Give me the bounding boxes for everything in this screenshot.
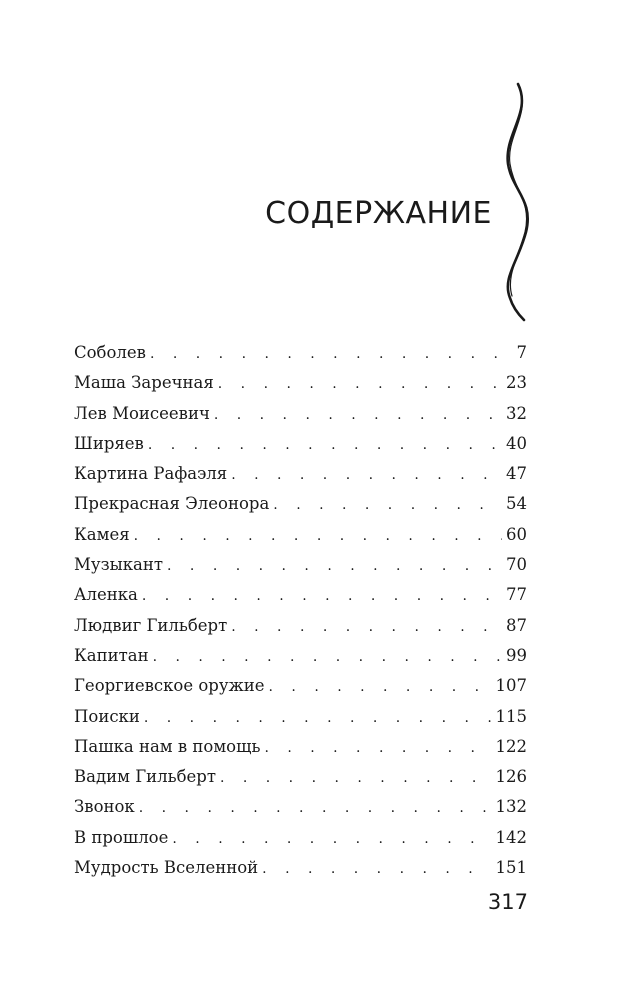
toc-entry-title: Лев Моисеевич — [74, 403, 210, 423]
toc-entry-title: Георгиевское оружие — [74, 676, 265, 696]
toc-entry[interactable] — [74, 399, 527, 429]
toc-entry-title: Картина Рафаэля — [74, 464, 228, 484]
toc-entry-page: 122 — [495, 736, 527, 756]
toc-entry-page: 107 — [495, 676, 527, 696]
toc-entry-title: Звонок — [74, 797, 135, 817]
toc-entry-page: 87 — [506, 615, 527, 635]
toc-entry[interactable] — [74, 792, 527, 822]
dot-leader — [139, 793, 492, 823]
toc-entry-title: Ширяев — [74, 433, 144, 453]
toc-entry[interactable] — [74, 762, 527, 792]
page-number: 317 — [487, 890, 528, 914]
wavy-line-ornament-icon — [498, 82, 538, 322]
toc-entry-page: 23 — [506, 373, 527, 393]
dot-leader — [231, 612, 502, 642]
toc-entry-page: 132 — [495, 797, 527, 817]
toc-entry-page: 32 — [506, 403, 527, 423]
toc-entry-title: Капитан — [74, 645, 149, 665]
dot-leader — [262, 854, 491, 884]
toc-entry-page: 7 — [516, 343, 527, 362]
dot-leader — [150, 339, 513, 369]
toc-entry-title: В прошлое — [74, 827, 169, 847]
toc-entry-page: 77 — [506, 585, 527, 605]
toc-entry-page: 47 — [506, 464, 527, 484]
toc-entry-title: Людвиг Гильберт — [74, 615, 228, 635]
toc-entry-title: Маша Заречная — [74, 373, 214, 393]
toc-entry[interactable] — [74, 520, 527, 550]
toc-entry[interactable] — [74, 853, 527, 883]
toc-entry[interactable] — [74, 732, 527, 762]
toc-entry-page: 115 — [495, 706, 527, 726]
toc-entry-title: Поиски — [74, 706, 140, 726]
toc-entry[interactable] — [74, 368, 527, 398]
toc-entry-title: Музыкант — [74, 555, 164, 575]
toc-entry-title: Мудрость Вселенной — [74, 858, 259, 878]
dot-leader — [218, 369, 502, 399]
toc-entry-title: Соболев — [74, 343, 146, 362]
toc-entry[interactable] — [74, 459, 527, 489]
toc-entry[interactable] — [74, 489, 527, 519]
toc-entry[interactable] — [74, 671, 527, 701]
toc-entry[interactable] — [74, 580, 527, 610]
dot-leader — [214, 400, 502, 430]
dot-leader — [269, 672, 492, 702]
toc-entry-page: 126 — [495, 767, 527, 787]
dot-leader — [264, 733, 491, 763]
toc-entry-page: 54 — [506, 494, 527, 514]
dot-leader — [231, 460, 502, 490]
table-of-contents — [74, 338, 527, 883]
dot-leader — [148, 430, 502, 460]
toc-entry[interactable] — [74, 702, 527, 732]
toc-entry-page: 60 — [506, 524, 527, 544]
toc-entry-page: 40 — [506, 433, 527, 453]
dot-leader — [144, 703, 492, 733]
contents-heading: СОДЕРЖАНИЕ — [265, 196, 492, 231]
toc-entry[interactable] — [74, 611, 527, 641]
toc-entry-title: Прекрасная Элеонора — [74, 494, 270, 514]
toc-entry-title: Аленка — [74, 585, 138, 605]
dot-leader — [134, 521, 502, 551]
dot-leader — [167, 551, 502, 581]
toc-entry-page: 70 — [506, 555, 527, 575]
toc-entry-title: Вадим Гильберт — [74, 767, 216, 787]
dot-leader — [153, 642, 502, 672]
toc-entry-page: 151 — [495, 858, 527, 878]
toc-entry[interactable] — [74, 429, 527, 459]
toc-entry-title: Пашка нам в помощь — [74, 736, 261, 756]
dot-leader — [142, 581, 502, 611]
toc-entry[interactable] — [74, 550, 527, 580]
dot-leader — [273, 490, 502, 520]
toc-entry[interactable] — [74, 338, 527, 368]
toc-entry[interactable] — [74, 823, 527, 853]
dot-leader — [220, 763, 492, 793]
toc-entry-page: 142 — [495, 827, 527, 847]
toc-entry-page: 99 — [506, 645, 527, 665]
toc-entry-title: Камея — [74, 524, 130, 544]
toc-entry[interactable] — [74, 641, 527, 671]
dot-leader — [172, 824, 491, 854]
